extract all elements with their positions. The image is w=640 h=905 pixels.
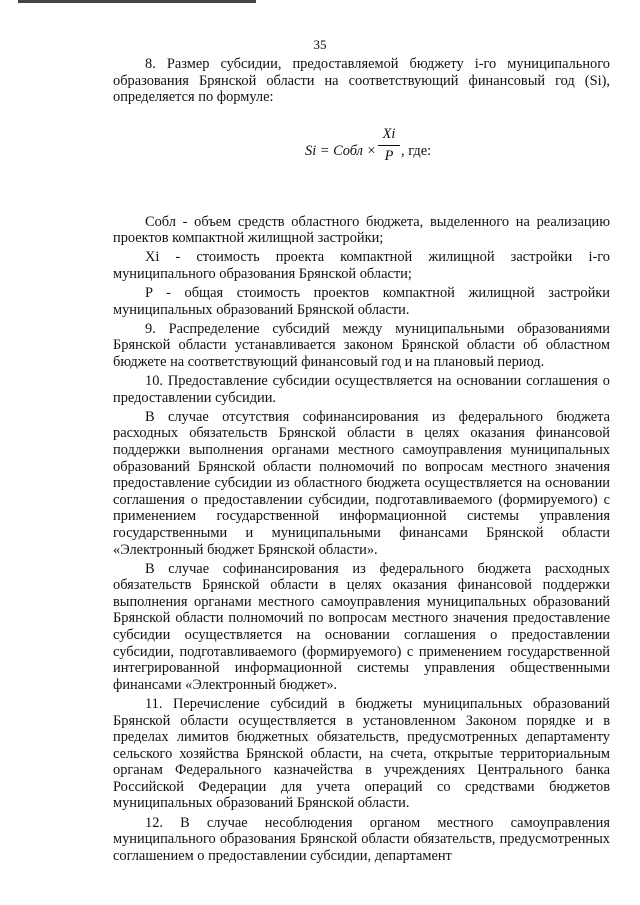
paragraph-10: 10. Предоставление субсидии осуществляется на основании соглашения о предоставлении субсидии. <box>113 373 610 406</box>
paragraph-10-no-cofinancing: В случае отсутствия софинансирования из федерального бюджета расходных обязательств Брянской области в целях оказания финансовой поддержки выполнения органами местного самоуправления муниципальных образований Брянской области полномочий по вопросам местного значения предоставление субсидии из областного бюджета осуществляется на основании соглашения о предоставлении субсидии, подготавливаемого (формируемого) с применением государственной информационной системы управления государственными и муниципальными финансами Брянской области «Электронный бюджет Брянской области». <box>113 408 610 558</box>
paragraph-10-cofinancing: В случае софинансирования из федерального бюджета расходных обязательств Брянской области в целях оказания финансовой поддержки выполнения органами местного самоуправления муниципальных образований Брянской области полномочий по вопросам местного значения предоставление субсидии осуществляется на основании соглашения о предоставлении субсидии, подготавливаемого (формируемого) с применением государственной интегрированной информационной системы управления общественными финансами «Электронный бюджет». <box>113 560 610 693</box>
formula-tail: , где: <box>401 142 432 159</box>
definition-p: P - общая стоимость проектов компактной жилищной застройки муниципальных образований Брянской области. <box>113 285 610 318</box>
fraction-bar <box>378 145 400 146</box>
formula-fraction <box>378 126 400 165</box>
paragraph-11: 11. Перечисление субсидий в бюджеты муниципальных образований Брянской области осуществляется в установленном Законом порядке и в пределах лимитов бюджетных обязательств, предусмотренных департаменту сельского хозяйства Брянской области, на счета, открытые территориальным органам Федерального казначейства в учреждениях Центрального банка Российской Федерации для учета операций со средствами бюджетов муниципальных образований Брянской области. <box>113 695 610 812</box>
definition-xi: Xi - стоимость проекта компактной жилищной застройки i-го муниципального образования Брянской области; <box>113 249 610 283</box>
paragraph-12: 12. В случае несоблюдения органом местного самоуправления муниципального образования Брянской области обязательств, предусмотренных соглашением о предоставлении субсидии, департамент <box>113 814 610 864</box>
top-scan-rule <box>18 0 256 3</box>
formula-denominator: P <box>384 147 394 164</box>
document-body <box>113 56 610 867</box>
page-number: 35 <box>313 37 327 52</box>
paragraph-9: 9. Распределение субсидий между муниципальными образованиями Брянской области устанавливается законом Брянской области об областном бюджете на соответствующий финансовый год и на плановый период. <box>113 320 610 371</box>
formula-numerator: Xi <box>382 125 396 142</box>
definition-sobl: Собл - объем средств областного бюджета, выделенного на реализацию проектов компактной жилищной застройки; <box>113 213 610 247</box>
paragraph-8: 8. Размер субсидии, предоставляемой бюджету i-го муниципального образования Брянской области на соответствующий финансовый год (Si), определяется по формуле: <box>113 56 610 106</box>
formula-lhs: Si = Собл × <box>305 142 377 159</box>
subsidy-formula <box>113 126 610 178</box>
